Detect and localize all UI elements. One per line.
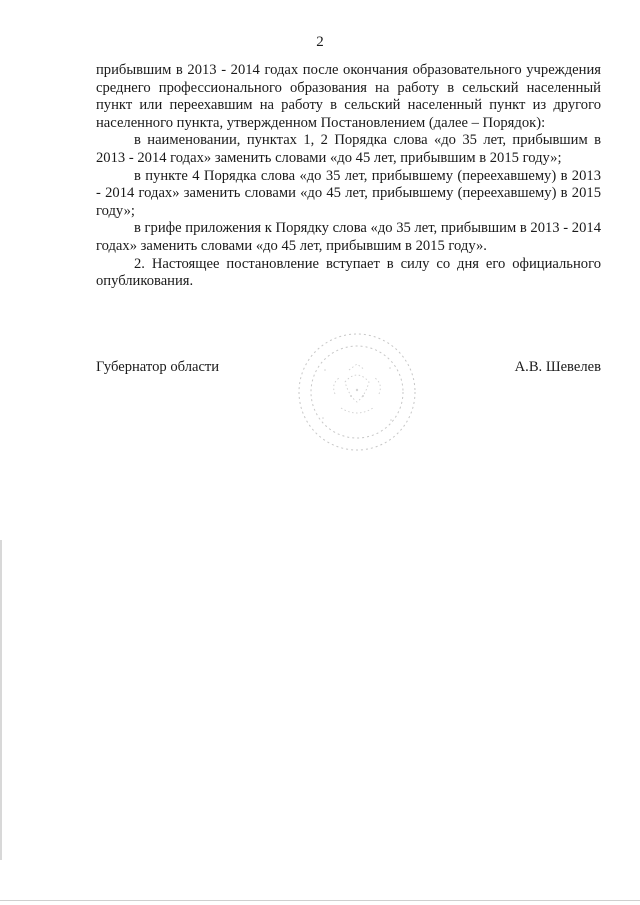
paragraph-amendment-annex: в грифе приложения к Порядку слова «до 35 лет, прибывшим в 2013 - 2014 годах» заменить словами «до 45 лет, прибывшим в 2015 году». [96, 220, 601, 254]
paragraph-effective-date: 2. Настоящее постановление вступает в силу со дня его официального опубликования. [96, 255, 601, 290]
signatory-title: Губернатор области [96, 359, 220, 375]
paragraph-amendment-title: в наименовании, пунктах 1, 2 Порядка слова «до 35 лет, прибывшим в 2013 - 2014 годах» заменить словами «до 45 лет, прибывшим в 2015 году»; [96, 132, 601, 166]
scan-edge-mark [0, 540, 2, 860]
scan-bottom-edge [0, 900, 640, 901]
paragraph-amendment-item-4: в пункте 4 Порядка слова «до 35 лет, прибывшему (переехавшему) в 2013 - 2014 годах» заменить словами «до 45 лет, прибывшему (переехавшему) в 2015 году»; [96, 167, 601, 219]
page-number: 2 [316, 34, 324, 50]
official-seal-icon [295, 330, 420, 455]
document-body [96, 62, 601, 291]
signatory-name: А.В. Шевелев [514, 359, 601, 375]
paragraph-continuation: прибывшим в 2013 - 2014 годах после окончания образовательного учреждения среднего профессионального образования на работу в сельский населенный пункт или переехавшим на работу в сельский населенный пункт из другого населенного пункта, утвержденном Постановлением (далее – Порядок): [96, 62, 601, 131]
